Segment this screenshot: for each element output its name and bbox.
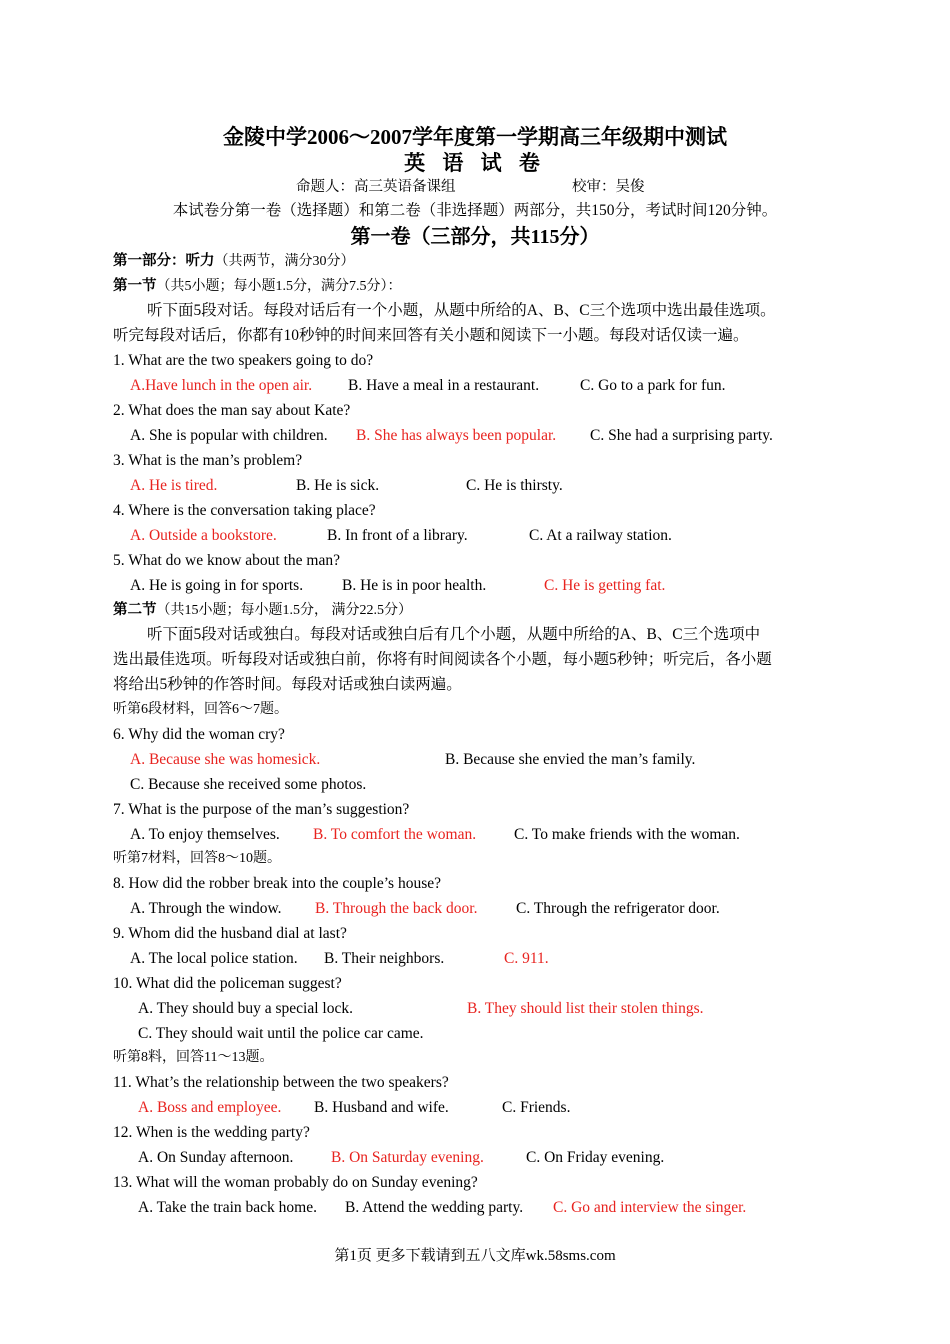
exam-title: 金陵中学2006～2007学年度第一学期高三年级期中测试: [223, 125, 727, 149]
option-a: A. Through the window.: [130, 900, 282, 917]
option-c: C. They should wait until the police car came.: [138, 1025, 424, 1042]
option-a: A. Boss and employee.: [138, 1099, 282, 1116]
section1-heading: [113, 276, 402, 297]
question-stem: 1. What are the two speakers going to do?: [113, 352, 374, 369]
option-c: C. On Friday evening.: [526, 1149, 665, 1166]
exam-subtitle: 英 语 试 卷: [404, 151, 546, 175]
option-b: B. He is in poor health.: [342, 577, 487, 594]
option-b: B. Because she envied the man’s family.: [445, 751, 696, 768]
option-a: A. He is going in for sports.: [130, 577, 304, 594]
option-c: C. Through the refrigerator door.: [516, 900, 720, 917]
reviewer-label: 校审：: [572, 179, 616, 195]
section2-instructions: 听下面5段对话或独白。每段对话或独白后有几个小题，从题中所给的A、B、C三个选项中: [147, 626, 761, 643]
option-b: B. On Saturday evening.: [331, 1149, 484, 1166]
option-a: A. They should buy a special lock.: [138, 1000, 353, 1017]
exam-intro: 本试卷分第一卷（选择题）和第二卷（非选择题）两部分，共150分，考试时间120分钟。: [172, 202, 778, 219]
question-stem: 12. When is the wedding party?: [113, 1124, 310, 1141]
option-b: B. To comfort the woman.: [313, 826, 477, 843]
material-note: 听第7材料，回答8～10题。: [113, 851, 281, 866]
author-name: 高三英语备课组: [354, 179, 456, 195]
material-note: 听第8料，回答11～13题。: [113, 1050, 274, 1065]
option-a: A. Outside a bookstore.: [130, 527, 277, 544]
option-c: C. Go to a park for fun.: [580, 377, 726, 394]
option-a: A. Because she was homesick.: [130, 751, 321, 768]
section1-instructions: 听下面5段对话。每段对话后有一个小题，从题中所给的A、B、C三个选项中选出最佳选项。: [147, 302, 776, 319]
reviewer-name: 吴俊: [615, 179, 645, 195]
volume1-title: 第一卷（三部分，共115分）: [350, 226, 600, 248]
option-c: C. At a railway station.: [529, 527, 672, 544]
part1-note: （共两节，满分30分）: [214, 254, 355, 269]
option-b: B. Their neighbors.: [324, 950, 445, 967]
option-b: B. They should list their stolen things.: [467, 1000, 704, 1017]
option-a: A. Take the train back home.: [138, 1199, 317, 1216]
section1-note: （共5小题；每小题1.5分，满分7.5分）：: [156, 279, 402, 294]
option-a: A. The local police station.: [130, 950, 298, 967]
question-stem: 4. Where is the conversation taking place?: [113, 502, 376, 519]
option-c: C. Friends.: [502, 1099, 571, 1116]
option-c: C. He is getting fat.: [544, 577, 666, 594]
option-a: A.Have lunch in the open air.: [130, 377, 313, 394]
question-stem: 13. What will the woman probably do on Sunday evening?: [113, 1174, 478, 1191]
option-c: C. 911.: [504, 950, 549, 967]
option-b: B. He is sick.: [296, 477, 380, 494]
option-c: C. She had a surprising party.: [590, 427, 773, 444]
option-a: A. To enjoy themselves.: [130, 826, 280, 843]
option-a: A. She is popular with children.: [130, 427, 328, 444]
material-note: 听第6段材料，回答6～7题。: [113, 702, 288, 717]
question-stem: 11. What’s the relationship between the two speakers?: [113, 1074, 449, 1091]
question-stem: 7. What is the purpose of the man’s suggestion?: [113, 801, 410, 818]
section2-note: （共15小题；每小题1.5分， 满分22.5分）: [156, 603, 412, 618]
option-a: A. On Sunday afternoon.: [138, 1149, 294, 1166]
option-b: B. Through the back door.: [315, 900, 478, 917]
option-b: B. She has always been popular.: [356, 427, 557, 444]
section2-instructions: 选出最佳选项。听每段对话或独白前，你将有时间阅读各个小题，每小题5秒钟；听完后，各小题: [113, 651, 772, 668]
page-footer: 第1页 更多下载请到五八文库wk.58sms.com: [334, 1248, 616, 1264]
option-b: B. Husband and wife.: [314, 1099, 449, 1116]
question-stem: 2. What does the man say about Kate?: [113, 402, 351, 419]
option-c: C. To make friends with the woman.: [514, 826, 740, 843]
section1-label: 第一节: [113, 278, 157, 294]
part1-heading: [113, 251, 355, 272]
section2-label: 第二节: [113, 602, 157, 618]
part1-label: 第一部分：听力: [113, 253, 215, 269]
question-stem: 9. Whom did the husband dial at last?: [113, 925, 347, 942]
option-b: B. Attend the wedding party.: [345, 1199, 524, 1216]
section1-instructions: 听完每段对话后，你都有10秒钟的时间来回答有关小题和阅读下一小题。每段对话仅读一遍。: [113, 327, 749, 344]
question-stem: 8. How did the robber break into the couple’s house?: [113, 875, 441, 892]
author-label: 命题人：: [296, 179, 354, 195]
reviewer-line: [572, 177, 645, 197]
question-stem: 5. What do we know about the man?: [113, 552, 340, 569]
option-c: C. Go and interview the singer.: [553, 1199, 747, 1216]
question-stem: 10. What did the policeman suggest?: [113, 975, 342, 992]
section2-instructions: 将给出5秒钟的作答时间。每段对话或独白读两遍。: [113, 676, 462, 693]
section2-heading: [113, 600, 412, 621]
question-stem: 3. What is the man’s problem?: [113, 452, 303, 469]
question-stem: 6. Why did the woman cry?: [113, 726, 285, 743]
option-b: B. Have a meal in a restaurant.: [348, 377, 540, 394]
option-c: C. He is thirsty.: [466, 477, 563, 494]
option-a: A. He is tired.: [130, 477, 218, 494]
author-line: [296, 177, 456, 197]
option-b: B. In front of a library.: [327, 527, 468, 544]
option-c: C. Because she received some photos.: [130, 776, 367, 793]
